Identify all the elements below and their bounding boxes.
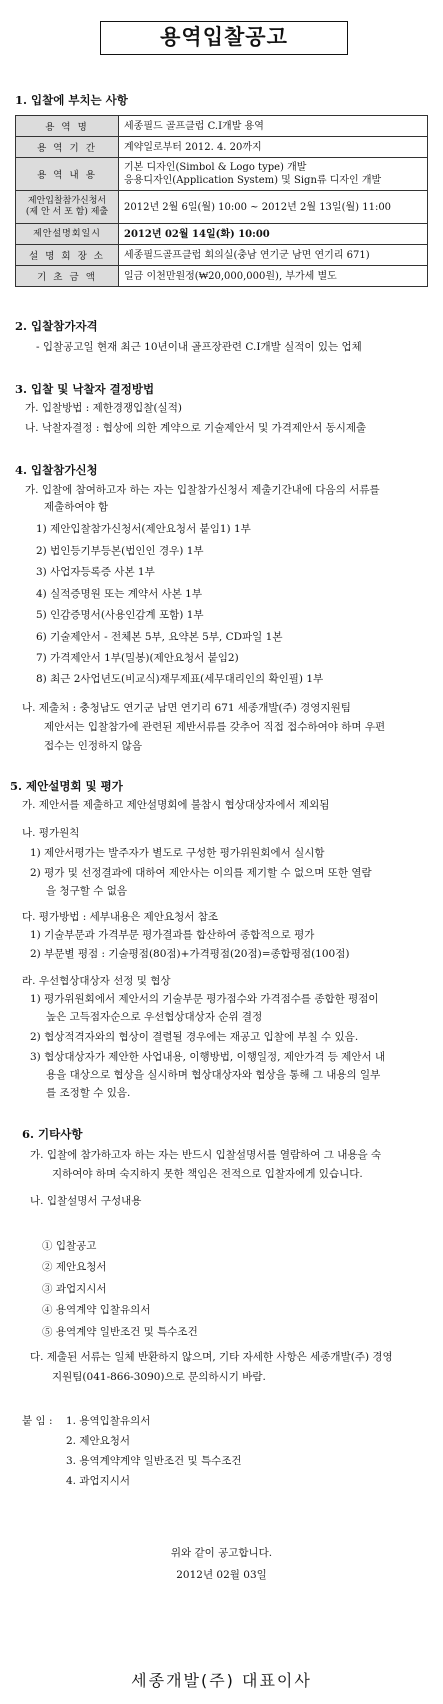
list-item: 용을 대상으로 협상을 실시하며 협상대상자와 협상을 통해 그 내용의 일부 xyxy=(46,1069,381,1081)
table-row xyxy=(16,116,428,137)
list-item: 8) 최근 2사업년도(비교식)재무제표(세무대리인의 확인필) 1부 xyxy=(36,673,324,685)
row-label: 용 역 내 용 xyxy=(16,158,119,191)
table-row xyxy=(16,158,428,191)
signer: 세종개발(주) 대표이사 xyxy=(131,1671,312,1690)
other-note: 가. 입찰에 참가하고자 하는 자는 반드시 입찰설명서를 열람하여 그 내용을 숙 xyxy=(30,1149,382,1161)
list-item: 7) 가격제안서 1부(밀봉)(제안요청서 붙임2) xyxy=(36,652,239,664)
list-item: 1) 제안입찰참가신청서(제안요청서 붙임1) 1부 xyxy=(36,523,251,535)
section2-heading: 2. 입찰참가자격 xyxy=(15,319,98,333)
row-label xyxy=(16,191,119,224)
row-value: 2012년 02월 14일(화) 10:00 xyxy=(119,224,428,245)
list-item: 높은 고득점자순으로 우선협상대상자 순위 결정 xyxy=(46,1011,263,1023)
info-table xyxy=(15,115,428,287)
submission-place: 나. 제출처 : 충청남도 연기군 남면 연기리 671 세종개발(주) 경영지원팀 xyxy=(22,702,351,714)
table-row xyxy=(16,137,428,158)
section5-heading: 5. 제안설명회 및 평가 xyxy=(10,779,123,793)
closing-date: 2012년 02월 03일 xyxy=(176,1569,267,1581)
section3-heading: 3. 입찰 및 낙찰자 결정방법 xyxy=(15,382,155,396)
row-label: 설 명 회 장 소 xyxy=(16,245,119,266)
list-item: 2) 부문별 평점 : 기술평점(80점)+가격평점(20점)=종합평점(100점) xyxy=(30,948,350,960)
list-item: 1) 평가위원회에서 제안서의 기술부문 평가점수와 가격점수를 종합한 평점이 xyxy=(30,993,379,1005)
list-item: 2) 평가 및 선정결과에 대하여 제안사는 이의를 제기할 수 없으며 또한 열람 xyxy=(30,867,372,879)
list-item: 1) 제안서평가는 발주자가 별도로 구성한 평가위원회에서 실시함 xyxy=(30,847,325,859)
return-note: 다. 제출된 서류는 일체 반환하지 않으며, 기타 자세한 사항은 세종개발(주) 경영 xyxy=(30,1351,393,1363)
list-item: 를 조정할 수 있음. xyxy=(46,1087,131,1099)
list-item: 2) 협상적격자와의 협상이 결렬될 경우에는 재공고 입찰에 부칠 수 있음. xyxy=(30,1031,359,1043)
return-note-cont: 지원팀(041-866-3090)으로 문의하시기 바람. xyxy=(52,1371,266,1383)
list-item: ④ 용역계약 입찰유의서 xyxy=(42,1304,151,1316)
row-value: 2012년 2월 6일(월) 10:00 ~ 2012년 2월 13일(월) 11:00 xyxy=(119,191,428,224)
row-value-line: 응용디자인(Application System) 및 Sign류 디자인 개발 xyxy=(124,175,382,186)
section4-heading: 4. 입찰참가신청 xyxy=(15,463,98,477)
row-value: 일금 이천만원정(₩20,000,000원), 부가세 별도 xyxy=(119,266,428,287)
section6-heading: 6. 기타사항 xyxy=(22,1127,83,1141)
table-row xyxy=(16,224,428,245)
list-item: 4) 실적증명원 또는 계약서 사본 1부 xyxy=(36,588,203,600)
row-value: 세종필드골프클럽 회의실(충남 연기군 남면 연기리 671) xyxy=(119,245,428,266)
list-item: ③ 과업지시서 xyxy=(42,1283,107,1295)
table-row xyxy=(16,191,428,224)
priority-heading: 라. 우선협상대상자 선정 및 협상 xyxy=(22,975,171,987)
list-item: 을 청구할 수 없음 xyxy=(46,885,128,897)
row-value: 세종필드 골프클럽 C.I개발 용역 xyxy=(119,116,428,137)
bid-method-text: 가. 입찰방법 : 제한경쟁입찰(실적) xyxy=(25,402,182,414)
row-label: 제안설명회일시 xyxy=(16,224,119,245)
row-label: 용 역 명 xyxy=(16,116,119,137)
row-value xyxy=(119,158,428,191)
list-item: 3) 협상대상자가 제안한 사업내용, 이행방법, 이행일정, 제안가격 등 제안서 내 xyxy=(30,1051,386,1063)
row-label: 기 초 금 액 xyxy=(16,266,119,287)
row-value: 계약일로부터 2012. 4. 20까지 xyxy=(119,137,428,158)
page-title: 용역입찰공고 xyxy=(100,21,348,55)
row-label: 용 역 기 간 xyxy=(16,137,119,158)
list-item: 1. 용역입찰유의서 xyxy=(66,1415,151,1427)
application-intro-cont: 제출하여야 함 xyxy=(44,501,109,513)
list-item: 4. 과업지시서 xyxy=(66,1475,131,1487)
list-item: ⑤ 용역계약 일반조건 및 특수조건 xyxy=(42,1326,198,1338)
submission-note-cont: 접수는 인정하지 않음 xyxy=(44,740,142,752)
list-item: 5) 인감증명서(사용인감계 포함) 1부 xyxy=(36,609,204,621)
row-label-line: 제안입찰참가신청서 xyxy=(27,196,107,206)
closing-notice: 위와 같이 공고합니다. xyxy=(170,1547,273,1559)
attachments-label: 붙 임 : xyxy=(22,1415,53,1427)
list-item: 3. 용역계약계약 일반조건 및 특수조건 xyxy=(66,1455,242,1467)
list-item: 2. 제안요청서 xyxy=(66,1435,131,1447)
list-item: 1) 기술부문과 가격부문 평가결과를 합산하여 종합적으로 평가 xyxy=(30,929,315,941)
row-label-line: (제 안 서 포 함) 제출 xyxy=(25,207,109,217)
table-row xyxy=(16,245,428,266)
docs-heading: 나. 입찰설명서 구성내용 xyxy=(30,1195,142,1207)
row-value-line: 기본 디자인(Simbol & Logo type) 개발 xyxy=(124,162,307,173)
award-method-text: 나. 낙찰자결정 : 협상에 의한 계약으로 기술제안서 및 가격제안서 동시제출 xyxy=(25,422,367,434)
eval-method-heading: 다. 평가방법 : 세부내용은 제안요청서 참조 xyxy=(22,911,218,923)
list-item: 6) 기술제안서 - 전체본 5부, 요약본 5부, CD파일 1본 xyxy=(36,631,283,643)
qualification-text: - 입찰공고일 현재 최근 10년이내 골프장관련 C.I개발 실적이 있는 업체 xyxy=(36,341,362,353)
list-item: 3) 사업자등록증 사본 1부 xyxy=(36,566,155,578)
other-note-cont: 지하여야 하며 숙지하지 못한 책임은 전적으로 입찰자에게 있습니다. xyxy=(52,1168,363,1180)
table-row xyxy=(16,266,428,287)
eval-principle-heading: 나. 평가원칙 xyxy=(22,827,80,839)
list-item: 2) 법인등기부등본(법인인 경우) 1부 xyxy=(36,545,204,557)
list-item: ① 입찰공고 xyxy=(42,1240,97,1252)
application-intro: 가. 입찰에 참여하고자 하는 자는 입찰참가신청서 제출기간내에 다음의 서류를 xyxy=(25,484,380,496)
section1-heading: 1. 입찰에 부치는 사항 xyxy=(15,93,128,107)
list-item: ② 제안요청서 xyxy=(42,1261,107,1273)
briefing-note: 가. 제안서를 제출하고 제안설명회에 불참시 협상대상자에서 제외됨 xyxy=(22,799,330,811)
submission-note: 제안서는 입찰참가에 관련된 제반서류를 갖추어 직접 접수하여야 하며 우편 xyxy=(44,721,386,733)
